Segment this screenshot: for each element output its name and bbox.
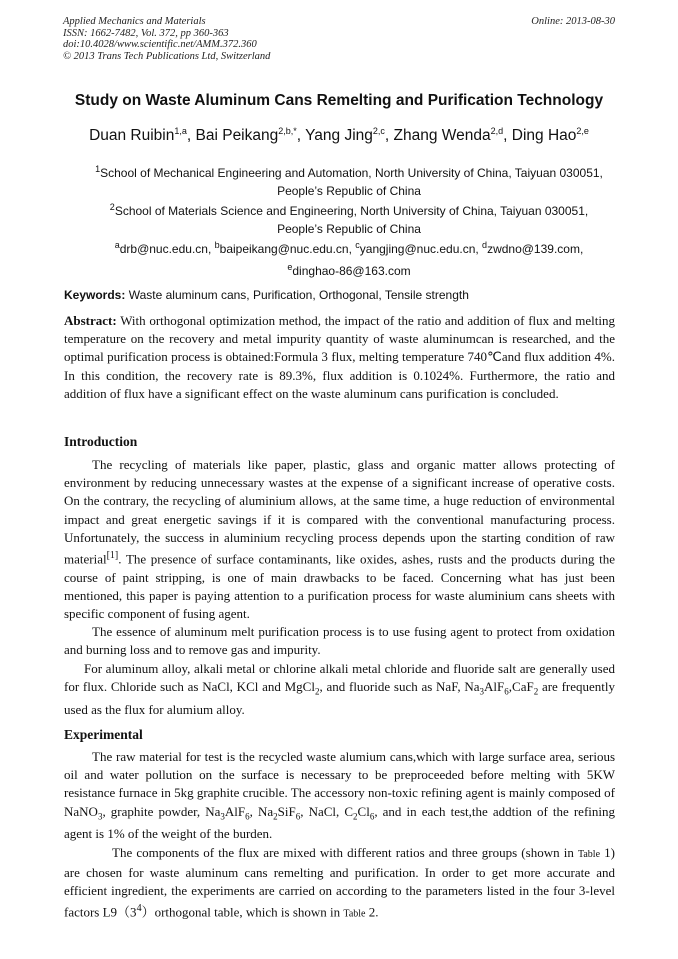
abstract-text: With orthogonal optimization method, the impact of the ratio and addition of flux and melting temperature on the recovery and metal impurity quantity of waste aluminumcan is researched, and the optimal purification process is obtained:Formula 3 flux, melting temperature 740℃and flux addition 4%. In this condition, the recovery rate is 89.3%, flux addition is 0.1024%. Furthermore, the ratio and addition of flux have a significant effect on the waste aluminum cans purification is concluded. bbox=[64, 313, 616, 401]
author-sup: 2,e bbox=[576, 126, 589, 136]
journal-name: Applied Mechanics and Materials bbox=[63, 16, 206, 27]
journal-header bbox=[63, 16, 615, 62]
paper-title: Study on Waste Aluminum Cans Remelting and Purification Technology bbox=[74, 92, 604, 109]
author-name: Bai Peikang bbox=[195, 127, 279, 145]
introduction-section bbox=[64, 456, 615, 719]
experimental-paragraph-2: The components of the flux are mixed with different ratios and three groups (shown in Table 1) are chosen for waste aluminum cans remelting and purification. In order to get more accurate and efficient ingredient, the experiments are carried on according to the parameters listed in the four 3-level factors $L9(3^4)orthogonal$ table, which is shown in Table 2. bbox=[64, 844, 615, 920]
table-2-ref[interactable]: Table bbox=[343, 908, 366, 920]
author-list: Duan Ruibin$^{1,a}$, Bai Peikang$^{2,b,*}$, Yang Jing$^{2,c}$, Zhang Wenda$^{2,d}$, Ding Hao$^{2,e}$ bbox=[89, 126, 589, 145]
issn-line: ISSN: 1662-7482, Vol. 372, pp 360-363 bbox=[63, 27, 229, 39]
experimental-section bbox=[64, 748, 615, 924]
email-link[interactable]: zwdno@139.com, bbox=[487, 242, 584, 256]
experimental-paragraph-1: The raw material for test is the recycled waste alumium cans,which with large surface area, serious oil and water pollution on the surface is necessary to be preproceeded before melting with 5KW resistance furnace in 5kg graphite crucible. The accessory non-toxic refining agent is mainly composed of NaNO$_3$, graphite powder, $Na_3AlF_6$, $Na_2SiF_6$, NaCl, $C_2Cl_6$, and in each test,the addtion of the refining agent is 1% of the weight of the burden. bbox=[64, 749, 615, 842]
copyright-line: © 2013 Trans Tech Publications Ltd, Switzerland bbox=[63, 50, 271, 62]
doi-line: doi:10.4028/www.scientific.net/AMM.372.360 bbox=[63, 39, 257, 50]
keywords-text: Waste aluminum cans, Purification, Orthogonal, Tensile strength bbox=[128, 288, 469, 302]
author-sup: 2,d bbox=[490, 126, 504, 136]
email-link[interactable]: yangjing@nuc.edu.cn bbox=[359, 242, 476, 256]
section-heading-experimental: Experimental bbox=[64, 727, 143, 742]
citation-ref[interactable]: [1] bbox=[106, 550, 119, 562]
email-link[interactable]: baipeikang@nuc.edu.cn bbox=[219, 242, 349, 256]
keywords bbox=[64, 288, 614, 302]
author-sup: 2,b,* bbox=[278, 126, 297, 136]
author-name: Duan Ruibin bbox=[89, 127, 175, 145]
author-name: Ding Hao bbox=[511, 127, 577, 145]
author-sup: 2,c bbox=[372, 126, 385, 136]
intro-paragraph-3: For aluminum alloy, alkali metal or chlorine alkali metal chloride and fluoride salt are generally used for flux. Chloride such as NaCl, KCl and MgCl$_2$, and fluoride such as NaF, $Na_3AlF_6,CaF_2$ are frequently used as the flux for alumium alloy. bbox=[64, 660, 615, 717]
abstract-label: Abstract: bbox=[64, 313, 117, 328]
keywords-label: Keywords: bbox=[64, 288, 126, 302]
online-date: Online: 2013-08-30 bbox=[531, 16, 615, 27]
author-sup: 1,a bbox=[174, 126, 187, 136]
affiliation-1: $^1$School of Mechanical Engineering and Automation, North University of China, Taiyuan 030051, People’s Republic of China bbox=[95, 164, 603, 198]
affiliation-2: $^2$School of Materials Science and Engineering, North University of China, Taiyuan 030051, People’s Republic of China bbox=[109, 202, 589, 236]
intro-paragraph-1: The recycling of materials like paper, plastic, glass and organic matter allows protecting of environment by reducing unnecessary wastes at the expense of a significant increase of operative costs. On the contrary, the recycling of aluminium allows, at the same time, a huge reduction of environmental impact and great energetic savings if it is compared with the conventional manufacturing process. Unfortunately, the success in aluminium recycling process depends upon the starting condition of raw material[1]. The presence of surface contaminants, like oxides, ashes, rusts and the products during the course of paint stripping, is one of main drawbacks to be faced. Concerning what has just been mentioned, this paper is paying attention to a purification process for waste aluminium cans sheets with specific component of fusing agent. bbox=[64, 457, 615, 621]
email-link[interactable]: dinghao-86@163.com bbox=[292, 264, 411, 278]
section-heading-introduction: Introduction bbox=[64, 434, 138, 449]
author-name: Yang Jing bbox=[305, 127, 373, 145]
email-list: $^a$drb@nuc.edu.cn, $^b$baipeikang@nuc.edu.cn, $^c$yangjing@nuc.edu.cn, $^d$zwdno@139.com, $^e$dinghao-86@163.com bbox=[114, 240, 584, 278]
author-name: Zhang Wenda bbox=[393, 127, 491, 145]
table-1-ref[interactable]: Table bbox=[577, 848, 601, 860]
email-link[interactable]: drb@nuc.edu.cn bbox=[119, 242, 208, 256]
intro-paragraph-2: The essence of aluminum melt purification process is to use fusing agent to protect from oxidation and burning loss and to remove gas and impurity. bbox=[64, 624, 615, 658]
abstract bbox=[64, 312, 615, 403]
